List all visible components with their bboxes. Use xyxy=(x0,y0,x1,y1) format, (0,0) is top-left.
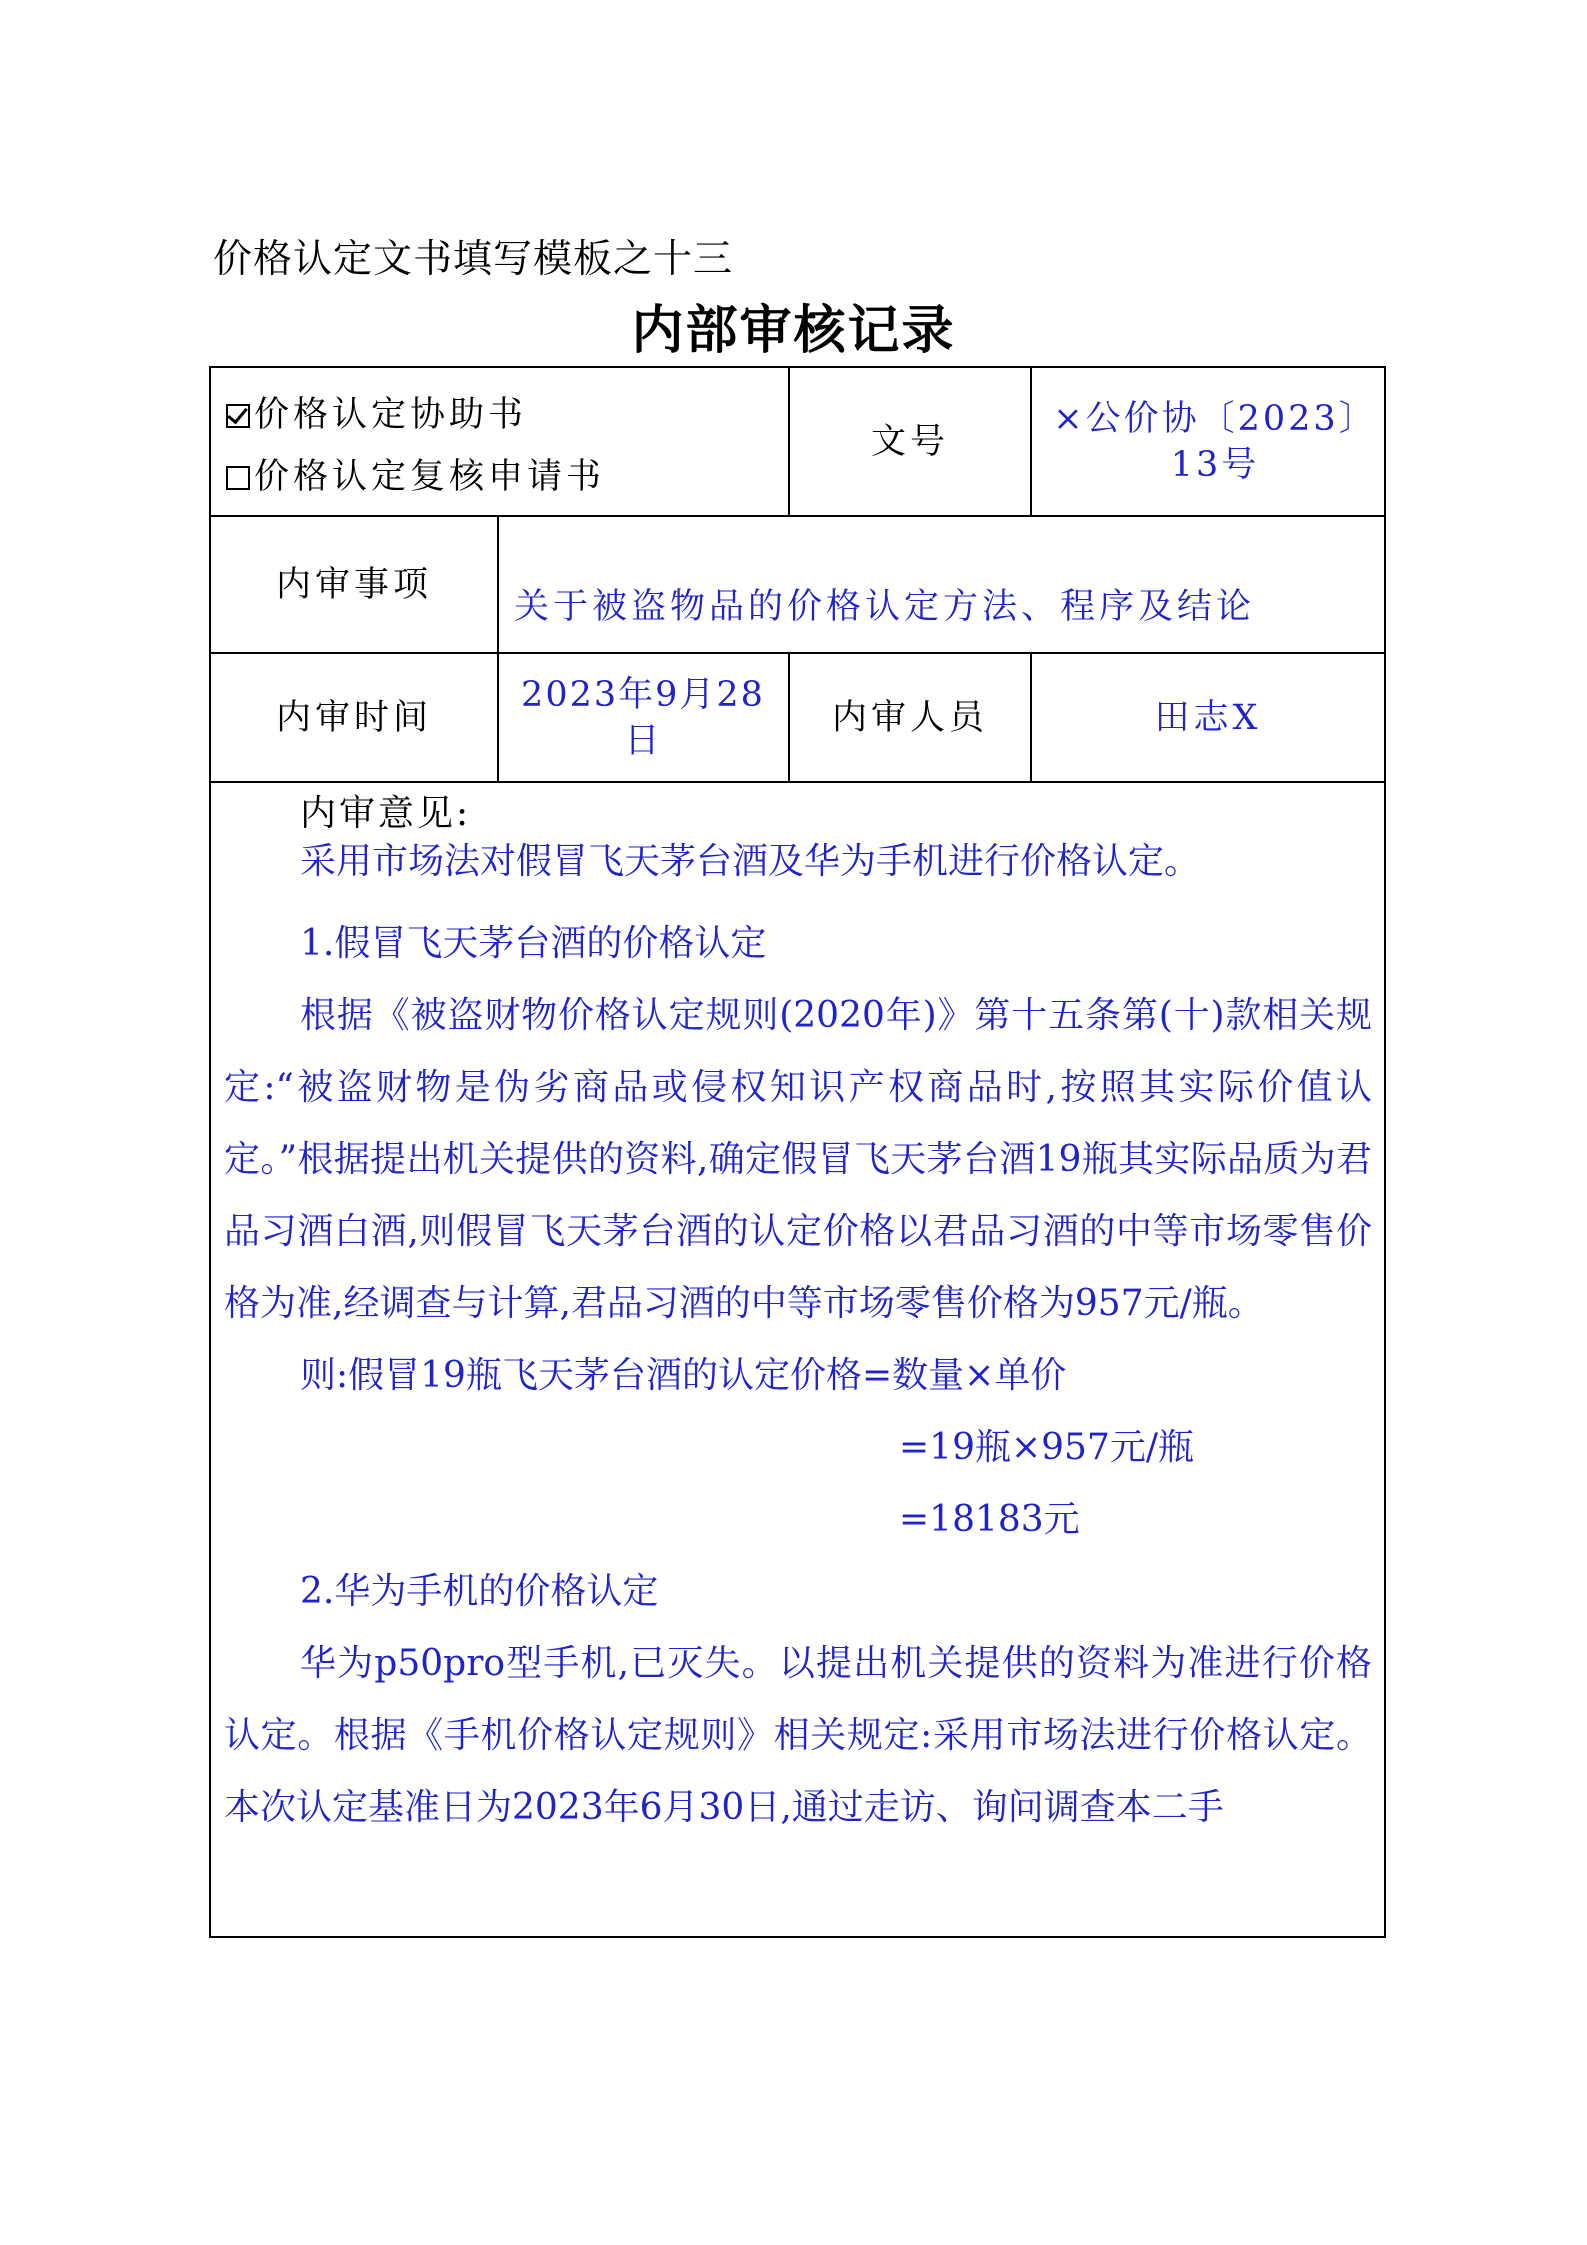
checkbox-empty-icon[interactable] xyxy=(226,466,250,490)
option-review[interactable] xyxy=(226,449,605,499)
row-divider xyxy=(209,781,1386,783)
matter-value: 关于被盗物品的价格认定方法、程序及结论 xyxy=(514,587,1256,627)
option-review-label: 价格认定复核申请书 xyxy=(254,457,606,497)
doc-no-value: ×公价协〔2023〕13号 xyxy=(1053,398,1377,485)
column-divider xyxy=(1030,366,1032,515)
time-label: 内审时间 xyxy=(275,697,432,738)
opinion-label: 内审意见: xyxy=(300,793,472,834)
doc-no-label: 文号 xyxy=(870,421,949,462)
document-subtitle: 价格认定文书填写模板之十三 xyxy=(213,237,734,282)
section-1-body: 根据《被盗财物价格认定规则(2020年)》第十五条第(十)款相关规定:“被盗财物是伪劣商品或侵权知识产权商品时,按照其实际价值认定。”根据提出机关提供的资料,确定假冒飞天茅台酒19瓶其实际品质为君品习酒白酒,则假冒飞天茅台酒的认定价格以君品习酒的中等市场零售价格为准,经调查与计算,君品习酒的中等市场零售价格为957元/瓶。 xyxy=(224,995,1372,1324)
section-2-title: 2.华为手机的价格认定 xyxy=(300,1571,659,1612)
review-opinion xyxy=(224,792,1372,1844)
formula-line-1: 则:假冒19瓶飞天茅台酒的认定价格=数量×单价 xyxy=(300,1355,1067,1396)
formula-line-2: =19瓶×957元/瓶 xyxy=(899,1427,1194,1468)
option-assist-label: 价格认定协助书 xyxy=(254,395,528,435)
document-title: 内部审核记录 xyxy=(631,300,956,361)
section-1-title: 1.假冒飞天茅台酒的价格认定 xyxy=(300,923,767,964)
formula-line-3: =18183元 xyxy=(899,1499,1080,1540)
option-assist[interactable] xyxy=(226,387,527,437)
person-label: 内审人员 xyxy=(831,697,988,738)
matter-label: 内审事项 xyxy=(275,565,432,605)
checkbox-checked-icon[interactable] xyxy=(226,404,250,428)
section-2-body: 华为p50pro型手机,已灭失。以提出机关提供的资料为准进行价格认定。根据《手机价格认定规则》相关规定:采用市场法进行价格认定。本次认定基准日为2023年6月30日,通过走访、询问调查本二手 xyxy=(224,1643,1372,1828)
opinion-intro: 采用市场法对假冒飞天茅台酒及华为手机进行价格认定。 xyxy=(300,841,1201,882)
row-divider xyxy=(209,515,1386,517)
person-value: 田志X xyxy=(1154,697,1262,738)
column-divider xyxy=(497,515,499,781)
time-value: 2023年9月28日 xyxy=(521,674,765,761)
